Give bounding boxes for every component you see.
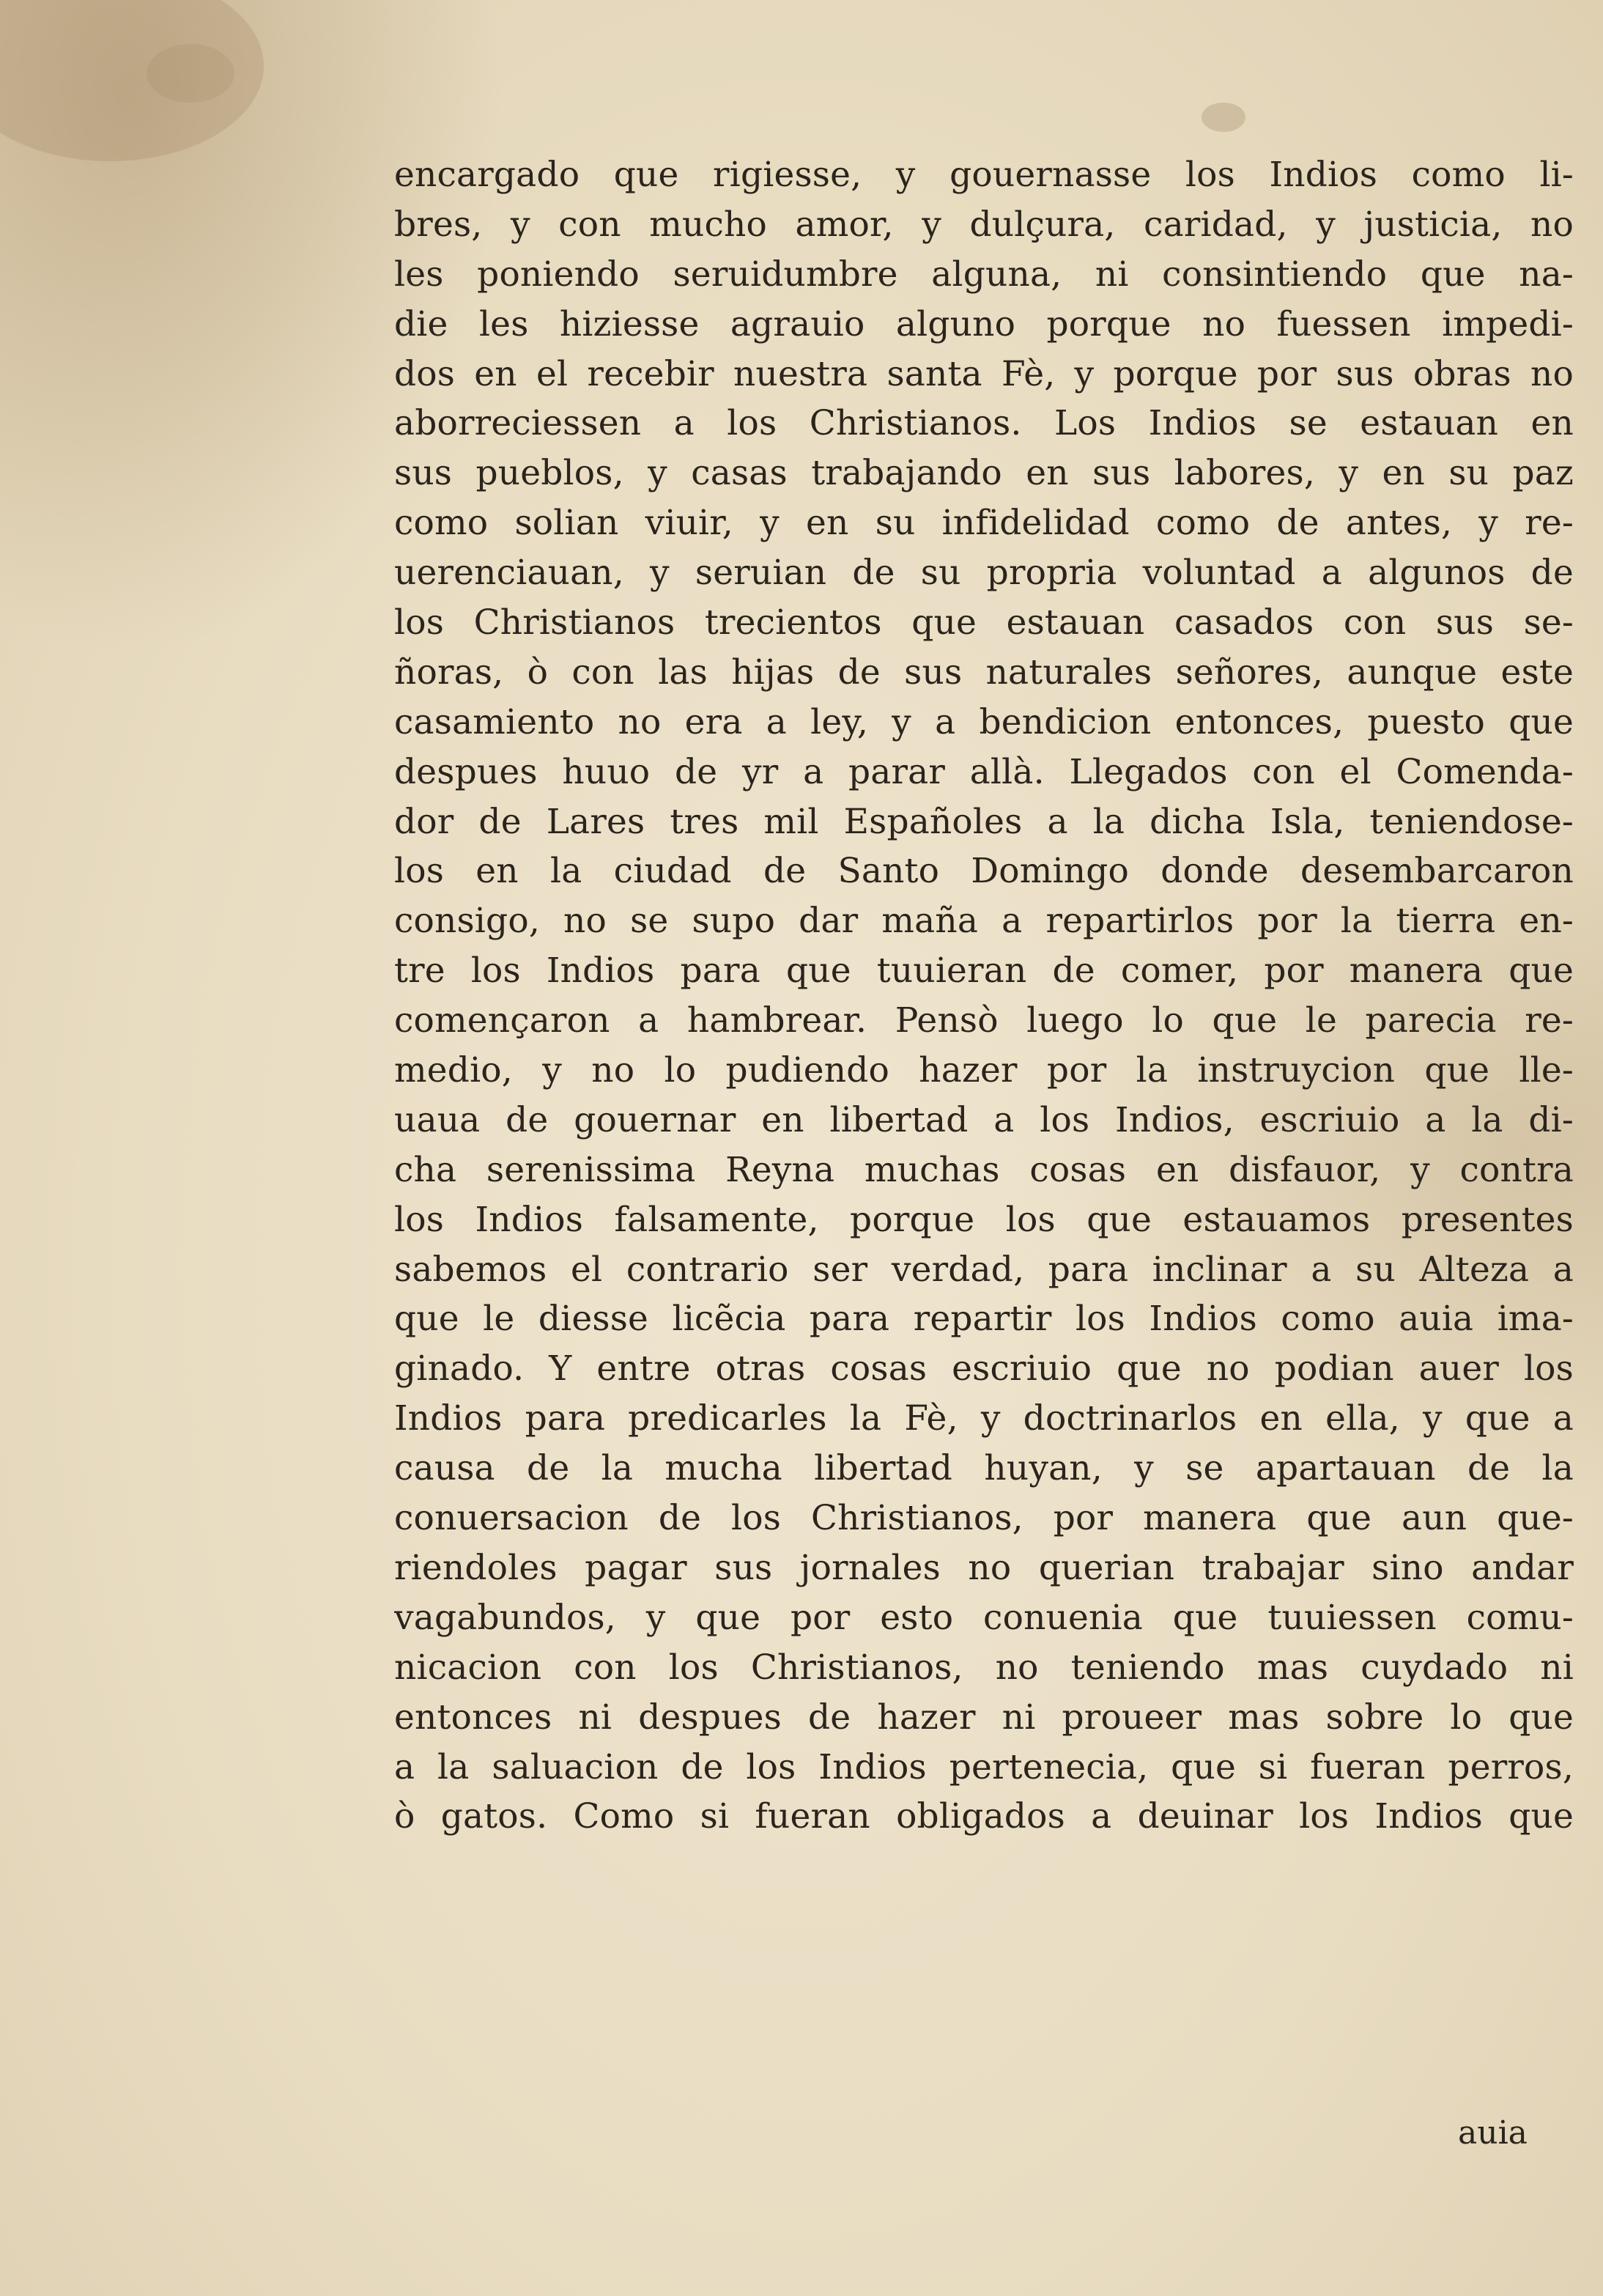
text-line: tre los Indios para que tuuieran de comer, por manera que [394,950,1574,992]
text-line: los Christianos trecientos que estauan casados con sus se- [394,602,1574,643]
text-line: uerenciauan, y seruian de su propria voluntad a algunos de [394,553,1574,594]
text-line: ò gatos. Como si fueran obligados a deuinar los Indios que [394,1796,1574,1837]
text-line: que le diesse licẽcia para repartir los Indios como auia ima- [394,1299,1574,1340]
text-line: dos en el recebir nuestra santa Fè, y porque por sus obras no [394,353,1574,394]
text-line: casamiento no era a ley, y a bendicion entonces, puesto que [394,701,1574,742]
text-line: ñoras, ò con las hijas de sus naturales señores, aunque este [394,651,1574,693]
text-line: bres, y con mucho amor, y dulçura, caridad, y justicia, no [394,204,1574,245]
text-line: riendoles pagar sus jornales no querian trabajar sino andar [394,1547,1574,1588]
text-line: vagabundos, y que por esto conuenia que tuuiessen comu- [394,1597,1574,1638]
body-text [394,150,1574,1842]
text-line: cha serenissima Reyna muchas cosas en disfauor, y contra [394,1149,1574,1190]
text-line: sus pueblos, y casas trabajando en sus labores, y en su paz [394,453,1574,494]
text-line: los Indios falsamente, porque los que estauamos presentes [394,1199,1574,1240]
text-line: conuersacion de los Christianos, por manera que aun que- [394,1498,1574,1539]
text-line: començaron a hambrear. Pensò luego lo que le parecia re- [394,1000,1574,1041]
text-line: consigo, no se supo dar maña a repartirlos por la tierra en- [394,901,1574,942]
text-line: uaua de gouernar en libertad a los Indios, escriuio a la di- [394,1099,1574,1140]
text-line: despues huuo de yr a parar allà. Llegados con el Comenda- [394,751,1574,792]
text-line: die les hiziesse agrauio alguno porque no fuessen impedi- [394,303,1574,344]
text-line: nicacion con los Christianos, no teniendo mas cuydado ni [394,1647,1574,1688]
text-line: como solian viuir, y en su infidelidad como de antes, y re- [394,503,1574,544]
text-line: ginado. Y entre otras cosas escriuio que no podian auer los [394,1348,1574,1389]
text-line: dor de Lares tres mil Españoles a la dicha Isla, teniendose- [394,801,1574,842]
text-line: medio, y no lo pudiendo hazer por la instruycion que lle- [394,1050,1574,1091]
text-line: sabemos el contrario ser verdad, para inclinar a su Alteza a [394,1249,1574,1290]
text-line: les poniendo seruidumbre alguna, ni consintiendo que na- [394,254,1574,295]
paper-stain [1202,103,1245,132]
catchword: auia [1458,2114,1528,2152]
text-line: entonces ni despues de hazer ni proueer mas sobre lo que [394,1697,1574,1738]
text-line: causa de la mucha libertad huyan, y se apartauan de la [394,1448,1574,1489]
text-line: encargado que rigiesse, y gouernasse los Indios como li- [394,155,1574,195]
text-line: aborreciessen a los Christianos. Los Indios se estauan en [394,403,1574,444]
text-line: los en la ciudad de Santo Domingo donde desembarcaron [394,851,1574,892]
paper-stain [147,44,234,103]
text-line: Indios para predicarles la Fè, y doctrinarlos en ella, y que a [394,1398,1574,1439]
text-line: a la saluacion de los Indios pertenecia, que si fueran perros, [394,1746,1574,1787]
